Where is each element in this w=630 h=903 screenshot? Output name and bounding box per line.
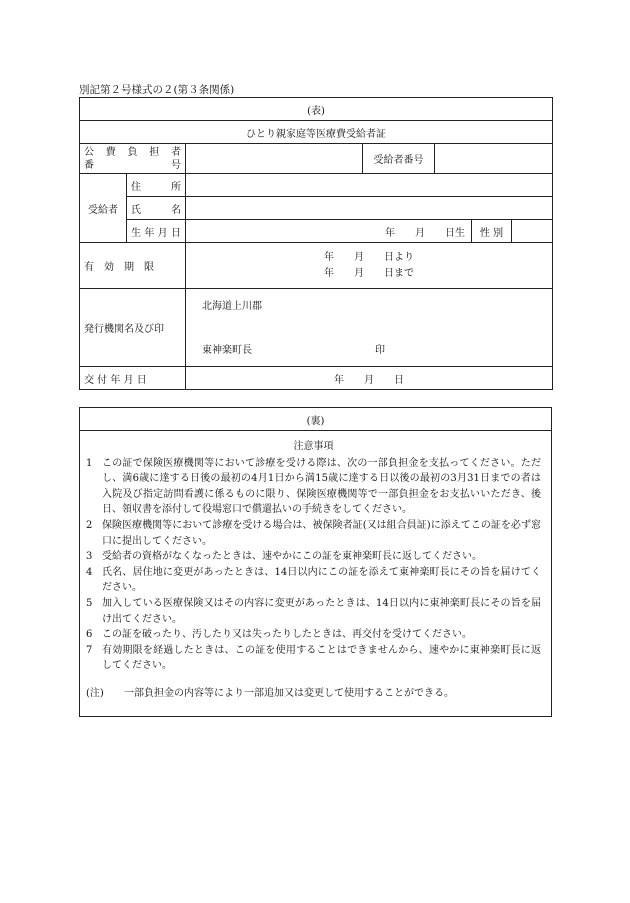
certificate-front-table xyxy=(79,97,553,390)
notice-item-number: 2 xyxy=(86,519,93,531)
issuer-line2: 東神楽町長 xyxy=(202,345,252,356)
validity-label: 有 効 期 限 xyxy=(80,243,186,289)
burden-number-field[interactable] xyxy=(186,144,363,174)
address-field[interactable] xyxy=(186,174,553,197)
certificate-back xyxy=(79,407,552,717)
notice-item-text: この証を破ったり、汚したり又は失ったりしたときは、再交付を受けてください。 xyxy=(102,629,472,641)
sex-label: 性 別 xyxy=(472,220,512,243)
notice-item xyxy=(86,565,541,596)
validity-to: 年 月 日まで xyxy=(324,267,415,279)
notice-item-text: この証で保険医療機関等において診療を受ける際は、次の一部負担金を支払ってください。ただし、満6歳に達する日後の最初の4月1日から満15歳に達する日以後の最初の3月31日までの者は入院及び指定訪問看護に係るものに限り、保険医療機関等で一部負担金をお支払いいただき、後日、領収書を添付して役場窓口で償還払いの手続きをしてください。 xyxy=(102,457,541,516)
seal-mark: 印 xyxy=(375,345,385,356)
front-header: (表) xyxy=(80,98,553,121)
issuer-label: 発行機関名及び印 xyxy=(80,289,186,367)
notice-item xyxy=(86,549,541,565)
notice-item-number: 4 xyxy=(86,566,93,578)
issue-date-label: 交 付 年 月 日 xyxy=(80,367,186,390)
notice-item-text: 加入している医療保険又はその内容に変更があったときは、14日以内に東神楽町長にその旨を届け出てください。 xyxy=(102,597,541,625)
validity-period[interactable] xyxy=(186,243,553,289)
recipient-number-label: 受給者番号 xyxy=(363,144,435,174)
notice-item xyxy=(86,456,541,518)
issuer-block xyxy=(186,289,553,367)
notice-item-number: 1 xyxy=(86,457,93,469)
burden-number-label-line2: 番 号 xyxy=(84,159,181,171)
notice-item-number: 6 xyxy=(86,629,93,641)
issue-date-value[interactable]: 年 月 日 xyxy=(186,367,553,390)
notice-item-number: 7 xyxy=(86,644,93,656)
form-caption: 別記第２号様式の２(第３条関係) xyxy=(79,84,235,96)
birthdate-label: 生年月日 xyxy=(127,220,186,243)
notice-item-number: 5 xyxy=(86,597,93,609)
name-field[interactable] xyxy=(186,197,553,220)
notice-title: 注意事項 xyxy=(293,441,334,452)
validity-from: 年 月 日より xyxy=(324,251,415,263)
burden-number-label xyxy=(80,144,186,174)
back-header: (裏) xyxy=(80,408,551,431)
notice-item-text: 有効期限を経過したときは、この証を使用することはできませんから、速やかに東神楽町長に返してください。 xyxy=(102,644,541,672)
birthdate-value[interactable]: 年 月 日生 xyxy=(186,220,472,243)
recipient-number-field[interactable] xyxy=(435,144,553,174)
recipient-label: 受給者 xyxy=(80,174,127,243)
issuer-line1: 北海道上川郡 xyxy=(202,301,262,312)
name-label: 氏 名 xyxy=(127,197,186,220)
address-label: 住 所 xyxy=(127,174,186,197)
notice-item-text: 受給者の資格がなくなったときは、速やかにこの証を東神楽町長に返してください。 xyxy=(102,551,482,563)
notice-body xyxy=(80,431,551,702)
notice-item xyxy=(86,518,541,549)
notice-item-text: 保険医療機関等において診療を受ける場合は、被保険者証(又は組合員証)に添えてこの証を必ず窓口に提出してください。 xyxy=(102,519,541,547)
footnote xyxy=(86,686,541,702)
footnote-text: 一部負担金の内容等により一部追加又は変更して使用することができる。 xyxy=(124,687,454,699)
notice-item-number: 3 xyxy=(86,551,93,563)
notice-item xyxy=(86,596,541,627)
certificate-title: ひとり親家庭等医療費受給者証 xyxy=(80,121,553,144)
notice-item xyxy=(86,643,541,674)
notice-item xyxy=(86,627,541,643)
sex-field[interactable] xyxy=(512,220,553,243)
burden-number-label-line1: 公費負担者 xyxy=(84,146,181,158)
notice-item-text: 氏名、居住地に変更があったときは、14日以内にこの証を添えて東神楽町長にその旨を届けてください。 xyxy=(102,566,541,594)
footnote-label: (注) xyxy=(86,687,104,699)
